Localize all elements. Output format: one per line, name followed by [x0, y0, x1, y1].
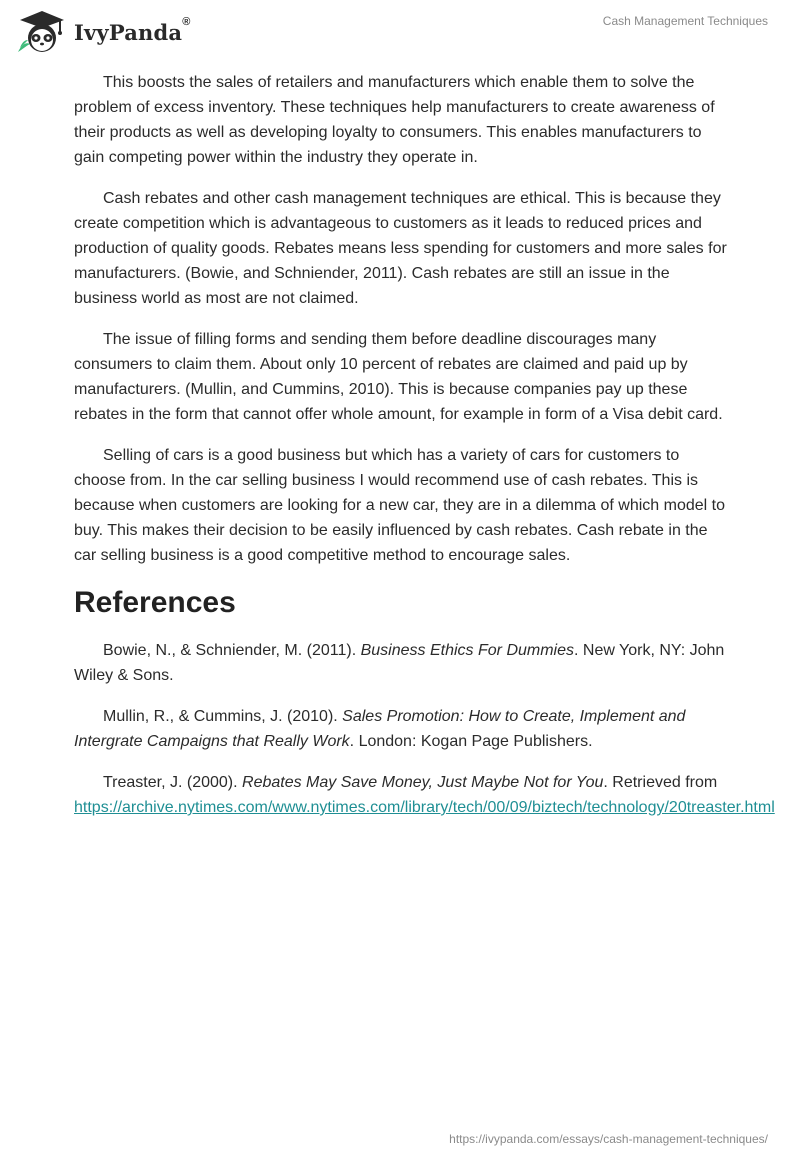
page-url: https://ivypanda.com/essays/cash-management-techniques/: [449, 1132, 768, 1146]
logo-wordmark: IvyPanda®: [74, 15, 191, 45]
body-paragraph: This boosts the sales of retailers and manufacturers which enable them to solve the problem of excess inventory. These techniques help manufacturers to create awareness of their products as well as developing loyalty to consumers. This enables manufacturers to gain competing power within the industry they operate in.: [74, 74, 715, 166]
body-paragraph: Cash rebates and other cash management techniques are ethical. This is because they create competition which is advantageous to customers as it leads to reduced prices and production of quality goods. Rebates means less spending for customers and more sales for manufacturers. (Bowie, and Schniender, 2011). Cash rebates are still an issue in the business world as most are not claimed.: [74, 190, 727, 307]
body-paragraph: Selling of cars is a good business but which has a variety of cars for customers to choose from. In the car selling business I would recommend use of cash rebates. This is because when customers are looking for a new car, they are in a dilemma of which model to buy. This makes their decision to be easily influenced by cash rebates. Cash rebate in the car selling business is a good competitive method to encourage sales.: [74, 447, 725, 564]
ivypanda-logo[interactable]: [14, 8, 191, 56]
body-paragraph: The issue of filling forms and sending them before deadline discourages many consumers to claim them. About only 10 percent of rebates are claimed and paid up by manufacturers. (Mullin, and Cummins, 2010). This is because companies pay up these rebates in the form that cannot offer whole amount, for example in form of a Visa debit card.: [74, 331, 723, 423]
panda-graduate-icon: [14, 8, 70, 56]
reference-item: Bowie, N., & Schniender, M. (2011). Business Ethics For Dummies. New York, NY: John Wiley & Sons.: [74, 642, 725, 684]
reference-item: Mullin, R., & Cummins, J. (2010). Sales Promotion: How to Create, Implement and Intergrate Campaigns that Really Work. London: Kogan Page Publishers.: [74, 708, 686, 750]
page-header: [0, 0, 800, 62]
document-title: Cash Management Techniques: [602, 14, 768, 28]
essay-content: [74, 70, 775, 836]
reference-item: Treaster, J. (2000). Rebates May Save Money, Just Maybe Not for You. Retrieved from https://archive.nytimes.com/www.nytimes.com/library/tech/00/09/biztech/technology/20treaster.html: [74, 774, 775, 816]
reference-link[interactable]: https://archive.nytimes.com/www.nytimes.com/library/tech/00/09/biztech/technology/20treaster.html: [74, 799, 775, 816]
references-heading: References: [74, 586, 236, 619]
